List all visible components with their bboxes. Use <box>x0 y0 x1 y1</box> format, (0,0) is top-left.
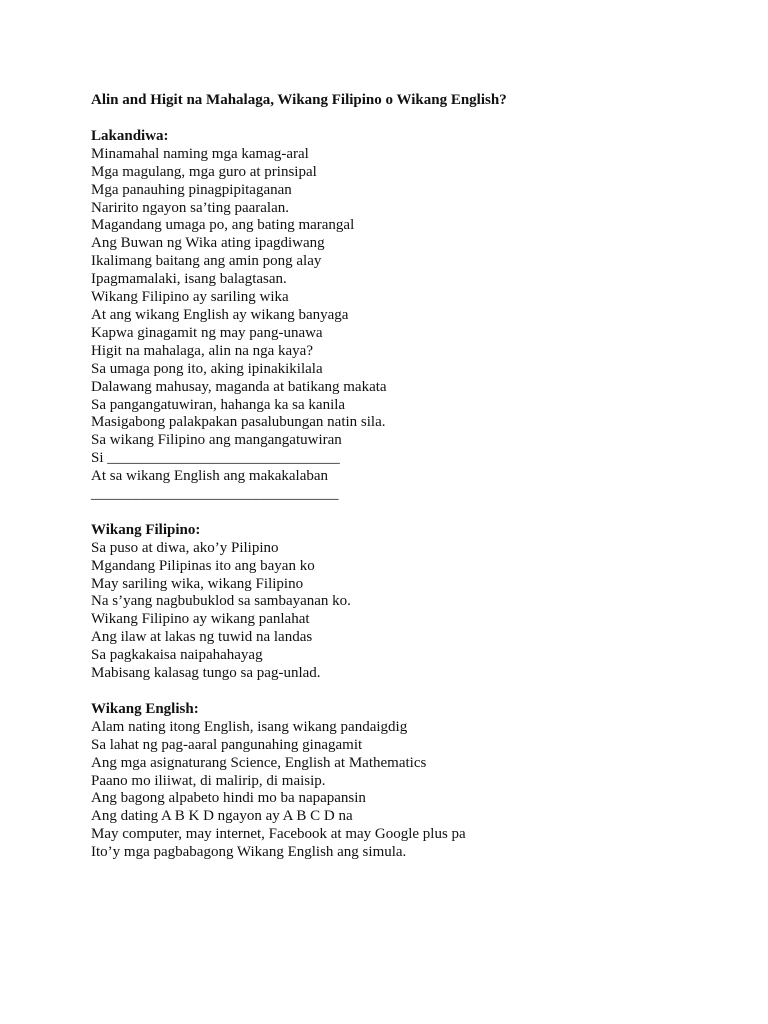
verse-line: Mgandang Pilipinas ito ang bayan ko <box>91 557 315 574</box>
document-page <box>91 92 731 880</box>
section-1 <box>91 128 731 504</box>
verse-line: At ang wikang English ay wikang banyaga <box>91 306 349 323</box>
verse-line: Mga magulang, mga guro at prinsipal <box>91 163 317 180</box>
verse-line: Naririto ngayon sa’ting paaralan. <box>91 199 289 216</box>
verse-line: Sa pagkakaisa naipahahayag <box>91 647 263 664</box>
verse-line: Ang dating A B K D ngayon ay A B C D na <box>91 808 353 825</box>
document-sections <box>91 128 731 862</box>
verse-line: Ito’y mga pagbabagong Wikang English ang simula. <box>91 844 407 861</box>
verse-line: May sariling wika, wikang Filipino <box>91 575 304 592</box>
verse-line: Ipagmamalaki, isang balagtasan. <box>91 271 287 288</box>
verse-line: Alam nating itong English, isang wikang pandaigdig <box>91 718 408 735</box>
document-title: Alin and Higit na Mahalaga, Wikang Filipino o Wikang English? <box>91 92 507 108</box>
section-heading: Lakandiwa: <box>91 127 169 144</box>
verse-line: Mabisang kalasag tungo sa pag-unlad. <box>91 665 321 682</box>
verse-line: Sa puso at diwa, ako’y Pilipino <box>91 539 279 556</box>
verse-line: Si _______________________________ <box>91 450 340 467</box>
verse-line: Ang mga asignaturang Science, English at Mathematics <box>91 754 427 771</box>
section-3 <box>91 701 731 862</box>
verse-line: Ang ilaw at lakas ng tuwid na landas <box>91 629 313 646</box>
verse-line: Ang Buwan ng Wika ating ipagdiwang <box>91 235 325 252</box>
verse-line: Wikang Filipino ay sariling wika <box>91 289 289 306</box>
verse-line: Minamahal naming mga kamag-aral <box>91 145 309 162</box>
verse-line: Wikang Filipino ay wikang panlahat <box>91 611 310 628</box>
verse-line: Kapwa ginagamit ng may pang-unawa <box>91 324 323 341</box>
verse-line: Paano mo iliiwat, di malirip, di maisip. <box>91 772 326 789</box>
verse-line: May computer, may internet, Facebook at may Google plus pa <box>91 826 466 843</box>
verse-line: Higit na mahalaga, alin na nga kaya? <box>91 342 313 359</box>
verse-line: At sa wikang English ang makakalaban <box>91 468 329 485</box>
section-2 <box>91 522 731 683</box>
verse-line: Na s’yang nagbubuklod sa sambayanan ko. <box>91 593 351 610</box>
verse-line: _________________________________ <box>91 486 339 503</box>
verse-line: Magandang umaga po, ang bating marangal <box>91 217 355 234</box>
verse-line: Mga panauhing pinagpipitaganan <box>91 181 292 198</box>
section-heading: Wikang English: <box>91 700 199 717</box>
verse-line: Ang bagong alpabeto hindi mo ba napapansin <box>91 790 366 807</box>
verse-line: Ikalimang baitang ang amin pong alay <box>91 253 322 270</box>
verse-line: Sa lahat ng pag-aaral pangunahing ginagamit <box>91 736 363 753</box>
verse-line: Dalawang mahusay, maganda at batikang makata <box>91 378 387 395</box>
verse-line: Masigabong palakpakan pasalubungan natin sila. <box>91 414 386 431</box>
verse-line: Sa umaga pong ito, aking ipinakikilala <box>91 360 323 377</box>
verse-line: Sa pangangatuwiran, hahanga ka sa kanila <box>91 396 346 413</box>
verse-line: Sa wikang Filipino ang mangangatuwiran <box>91 432 342 449</box>
section-heading: Wikang Filipino: <box>91 521 201 538</box>
